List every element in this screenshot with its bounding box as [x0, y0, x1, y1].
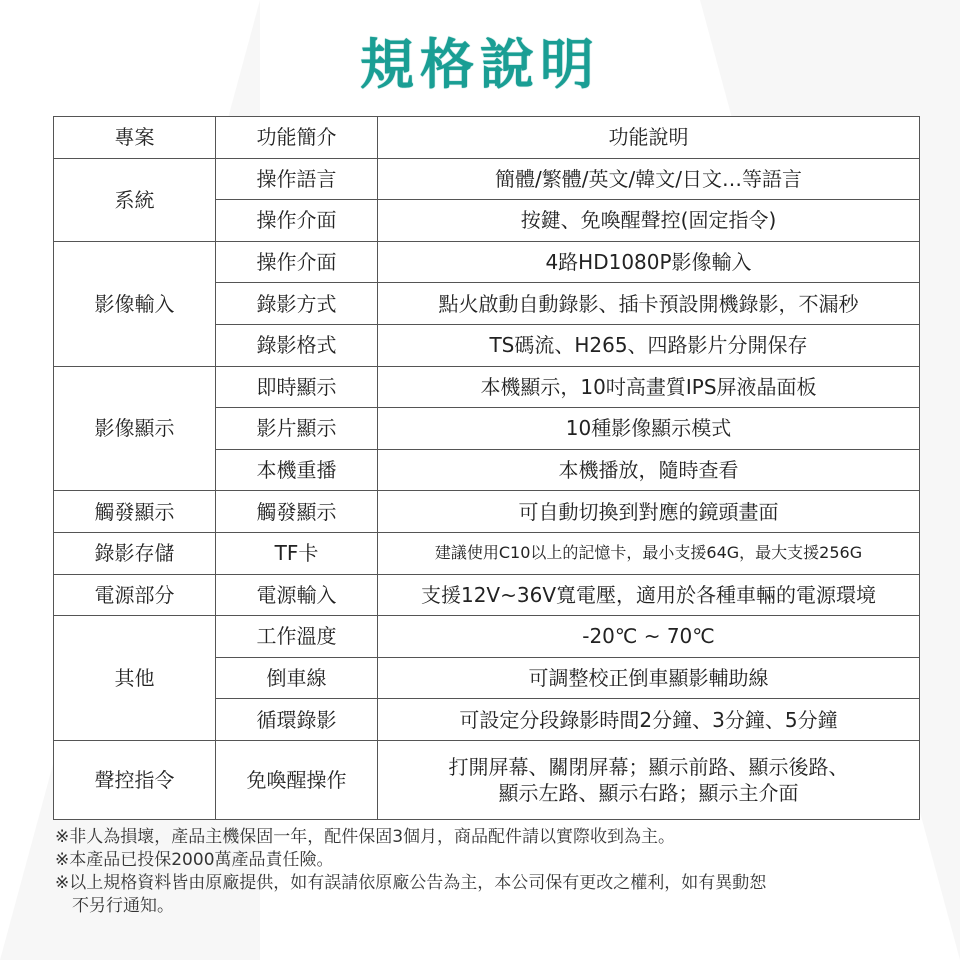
- category-cell: 觸發顯示: [54, 491, 216, 533]
- table-header-row: [54, 117, 920, 159]
- table-row: [54, 158, 920, 200]
- note-line: ※本產品已投保2000萬產品責任險。: [55, 850, 334, 870]
- spec-table: [53, 116, 920, 820]
- feature-cell: 電源輸入: [216, 574, 378, 616]
- note-line: 不另行通知。: [55, 896, 174, 916]
- table-row: [54, 366, 920, 408]
- feature-cell: 即時顯示: [216, 366, 378, 408]
- description-cell: 4路HD1080P影像輸入: [378, 241, 920, 283]
- description-line: 顯示左路、顯示右路；顯示主介面: [498, 780, 799, 805]
- description-line: 打開屏幕、關閉屏幕；顯示前路、顯示後路、: [448, 754, 849, 779]
- category-cell: 電源部分: [54, 574, 216, 616]
- feature-cell: TF卡: [216, 532, 378, 574]
- category-cell: 影像顯示: [54, 366, 216, 491]
- category-cell: 系統: [54, 158, 216, 241]
- feature-cell: 免喚醒操作: [216, 740, 378, 819]
- feature-cell: 操作語言: [216, 158, 378, 200]
- table-row: [54, 740, 920, 819]
- description-cell: TS碼流、H265、四路影片分開保存: [378, 324, 920, 366]
- table-row: [54, 532, 920, 574]
- feature-cell: 循環錄影: [216, 699, 378, 741]
- feature-cell: 錄影格式: [216, 324, 378, 366]
- feature-cell: 操作介面: [216, 241, 378, 283]
- category-cell: 聲控指令: [54, 740, 216, 819]
- feature-cell: 錄影方式: [216, 283, 378, 325]
- feature-cell: 影片顯示: [216, 408, 378, 450]
- feature-cell: 觸發顯示: [216, 491, 378, 533]
- page-title: 規格說明: [360, 33, 600, 96]
- category-cell: 其他: [54, 616, 216, 741]
- note-line: ※非人為損壞，產品主機保固一年，配件保固3個月，商品配件請以實際收到為主。: [55, 827, 676, 847]
- feature-cell: 工作溫度: [216, 616, 378, 658]
- table-row: [54, 491, 920, 533]
- header-cell: 功能說明: [378, 117, 920, 159]
- description-cell: [378, 740, 920, 819]
- notes-section: [55, 826, 915, 918]
- description-cell: 簡體/繁體/英文/韓文/日文…等語言: [378, 158, 920, 200]
- description-cell: 點火啟動自動錄影、插卡預設開機錄影，不漏秒: [378, 283, 920, 325]
- header-cell: 專案: [54, 117, 216, 159]
- description-cell: 支援12V~36V寬電壓，適用於各種車輛的電源環境: [378, 574, 920, 616]
- header-cell: 功能簡介: [216, 117, 378, 159]
- feature-cell: 倒車線: [216, 657, 378, 699]
- description-cell: 可設定分段錄影時間2分鐘、3分鐘、5分鐘: [378, 699, 920, 741]
- description-cell: 建議使用C10以上的記憶卡，最小支援64G，最大支援256G: [378, 532, 920, 574]
- description-cell: 按鍵、免喚醒聲控(固定指令): [378, 200, 920, 242]
- description-cell: 可自動切換到對應的鏡頭畫面: [378, 491, 920, 533]
- category-cell: 影像輸入: [54, 241, 216, 366]
- description-cell: 本機顯示，10吋高畫質IPS屏液晶面板: [378, 366, 920, 408]
- category-cell: 錄影存儲: [54, 532, 216, 574]
- table-row: [54, 616, 920, 658]
- description-cell: 本機播放，隨時查看: [378, 449, 920, 491]
- description-cell: 10種影像顯示模式: [378, 408, 920, 450]
- table-row: [54, 241, 920, 283]
- feature-cell: 操作介面: [216, 200, 378, 242]
- feature-cell: 本機重播: [216, 449, 378, 491]
- description-cell: -20℃ ~ 70℃: [378, 616, 920, 658]
- description-cell: 可調整校正倒車顯影輔助線: [378, 657, 920, 699]
- note-line: ※以上規格資料皆由原廠提供，如有誤請依原廠公告為主，本公司保有更改之權利，如有異動恕: [55, 873, 767, 893]
- table-row: [54, 574, 920, 616]
